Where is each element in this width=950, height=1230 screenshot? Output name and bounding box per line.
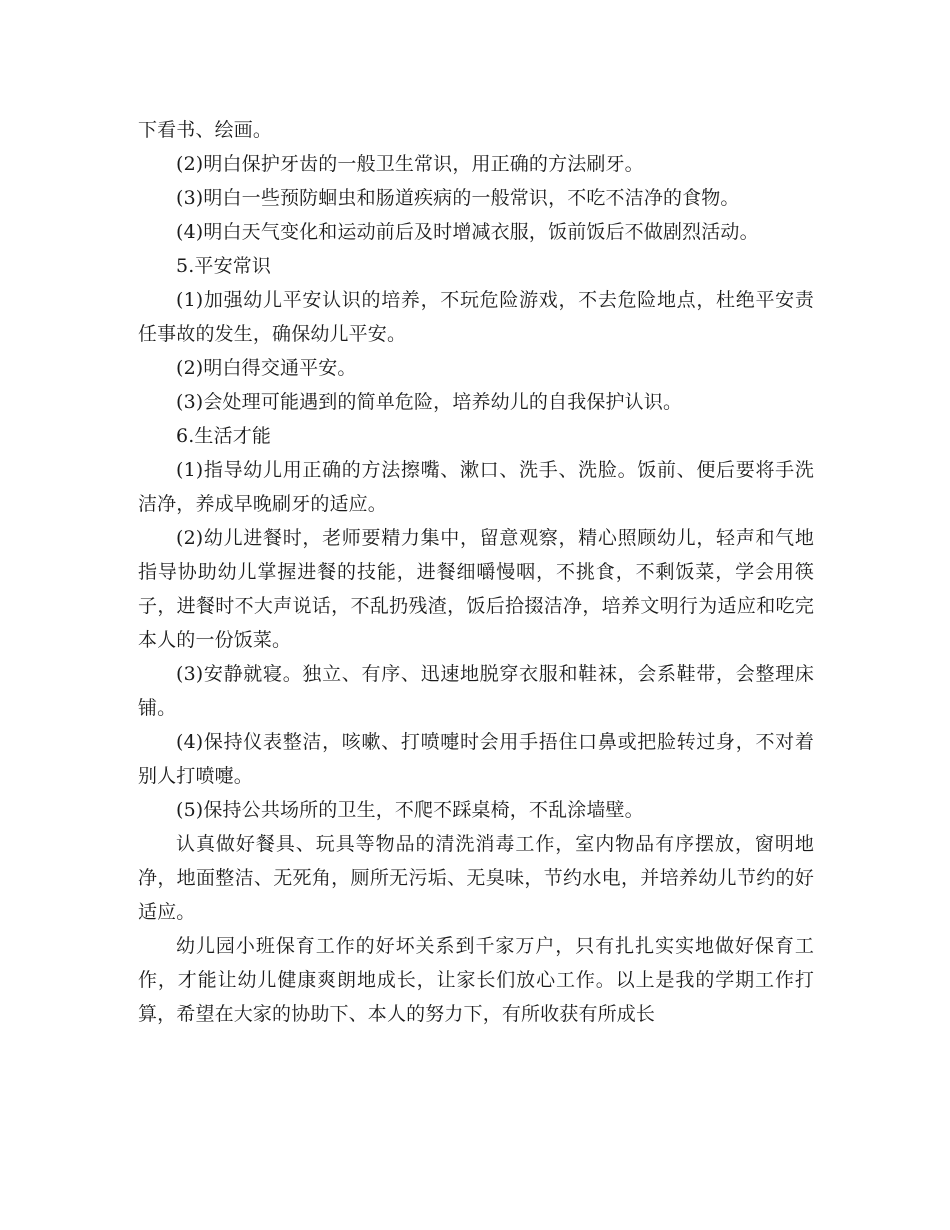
paragraph: 下看书、绘画。 <box>138 119 273 141</box>
paragraph: (3)安静就寝。独立、有序、迅速地脱穿衣服和鞋袜，会系鞋带，会整理床铺。 <box>138 663 814 719</box>
paragraph: (2)明白得交通平安。 <box>176 357 357 379</box>
section-heading: 5.平安常识 <box>176 255 272 277</box>
paragraph: (4)保持仪表整洁，咳嗽、打喷嚏时会用手捂住口鼻或把脸转过身，不对着别人打喷嚏。 <box>138 731 814 787</box>
paragraph: 幼儿园小班保育工作的好坏关系到千家万户，只有扎扎实实地做好保育工作，才能让幼儿健康爽朗地成长，让家长们放心工作。以上是我的学期工作打算，希望在大家的协助下、本人的努力下，有所收获有所成长 <box>138 935 814 1025</box>
paragraph: (1)加强幼儿平安认识的培养，不玩危险游戏，不去危险地点，杜绝平安责任事故的发生，确保幼儿平安。 <box>138 289 814 345</box>
paragraph: 认真做好餐具、玩具等物品的清洗消毒工作，室内物品有序摆放，窗明地净，地面整洁、无死角，厕所无污垢、无臭味，节约水电，并培养幼儿节约的好适应。 <box>138 833 814 923</box>
paragraph: (3)会处理可能遇到的简单危险，培养幼儿的自我保护认识。 <box>176 391 683 413</box>
paragraph: (4)明白天气变化和运动前后及时增减衣服，饭前饭后不做剧烈活动。 <box>176 221 759 243</box>
paragraph: (1)指导幼儿用正确的方法擦嘴、漱口、洗手、洗脸。饭前、便后要将手洗洁净，养成早晚刷牙的适应。 <box>138 459 814 515</box>
document-page <box>138 113 814 1031</box>
paragraph: (3)明白一些预防蛔虫和肠道疾病的一般常识，不吃不洁净的食物。 <box>176 187 740 209</box>
paragraph: (5)保持公共场所的卫生，不爬不踩桌椅，不乱涂墙壁。 <box>176 799 644 821</box>
paragraph: (2)幼儿进餐时，老师要精力集中，留意观察，精心照顾幼儿，轻声和气地指导协助幼儿掌握进餐的技能，进餐细嚼慢咽，不挑食，不剩饭菜，学会用筷子，进餐时不大声说话，不乱扔残渣，饭后拾掇洁净，培养文明行为适应和吃完本人的一份饭菜。 <box>138 527 814 651</box>
paragraph: (2)明白保护牙齿的一般卫生常识，用正确的方法刷牙。 <box>176 153 644 175</box>
section-heading: 6.生活才能 <box>176 425 272 447</box>
